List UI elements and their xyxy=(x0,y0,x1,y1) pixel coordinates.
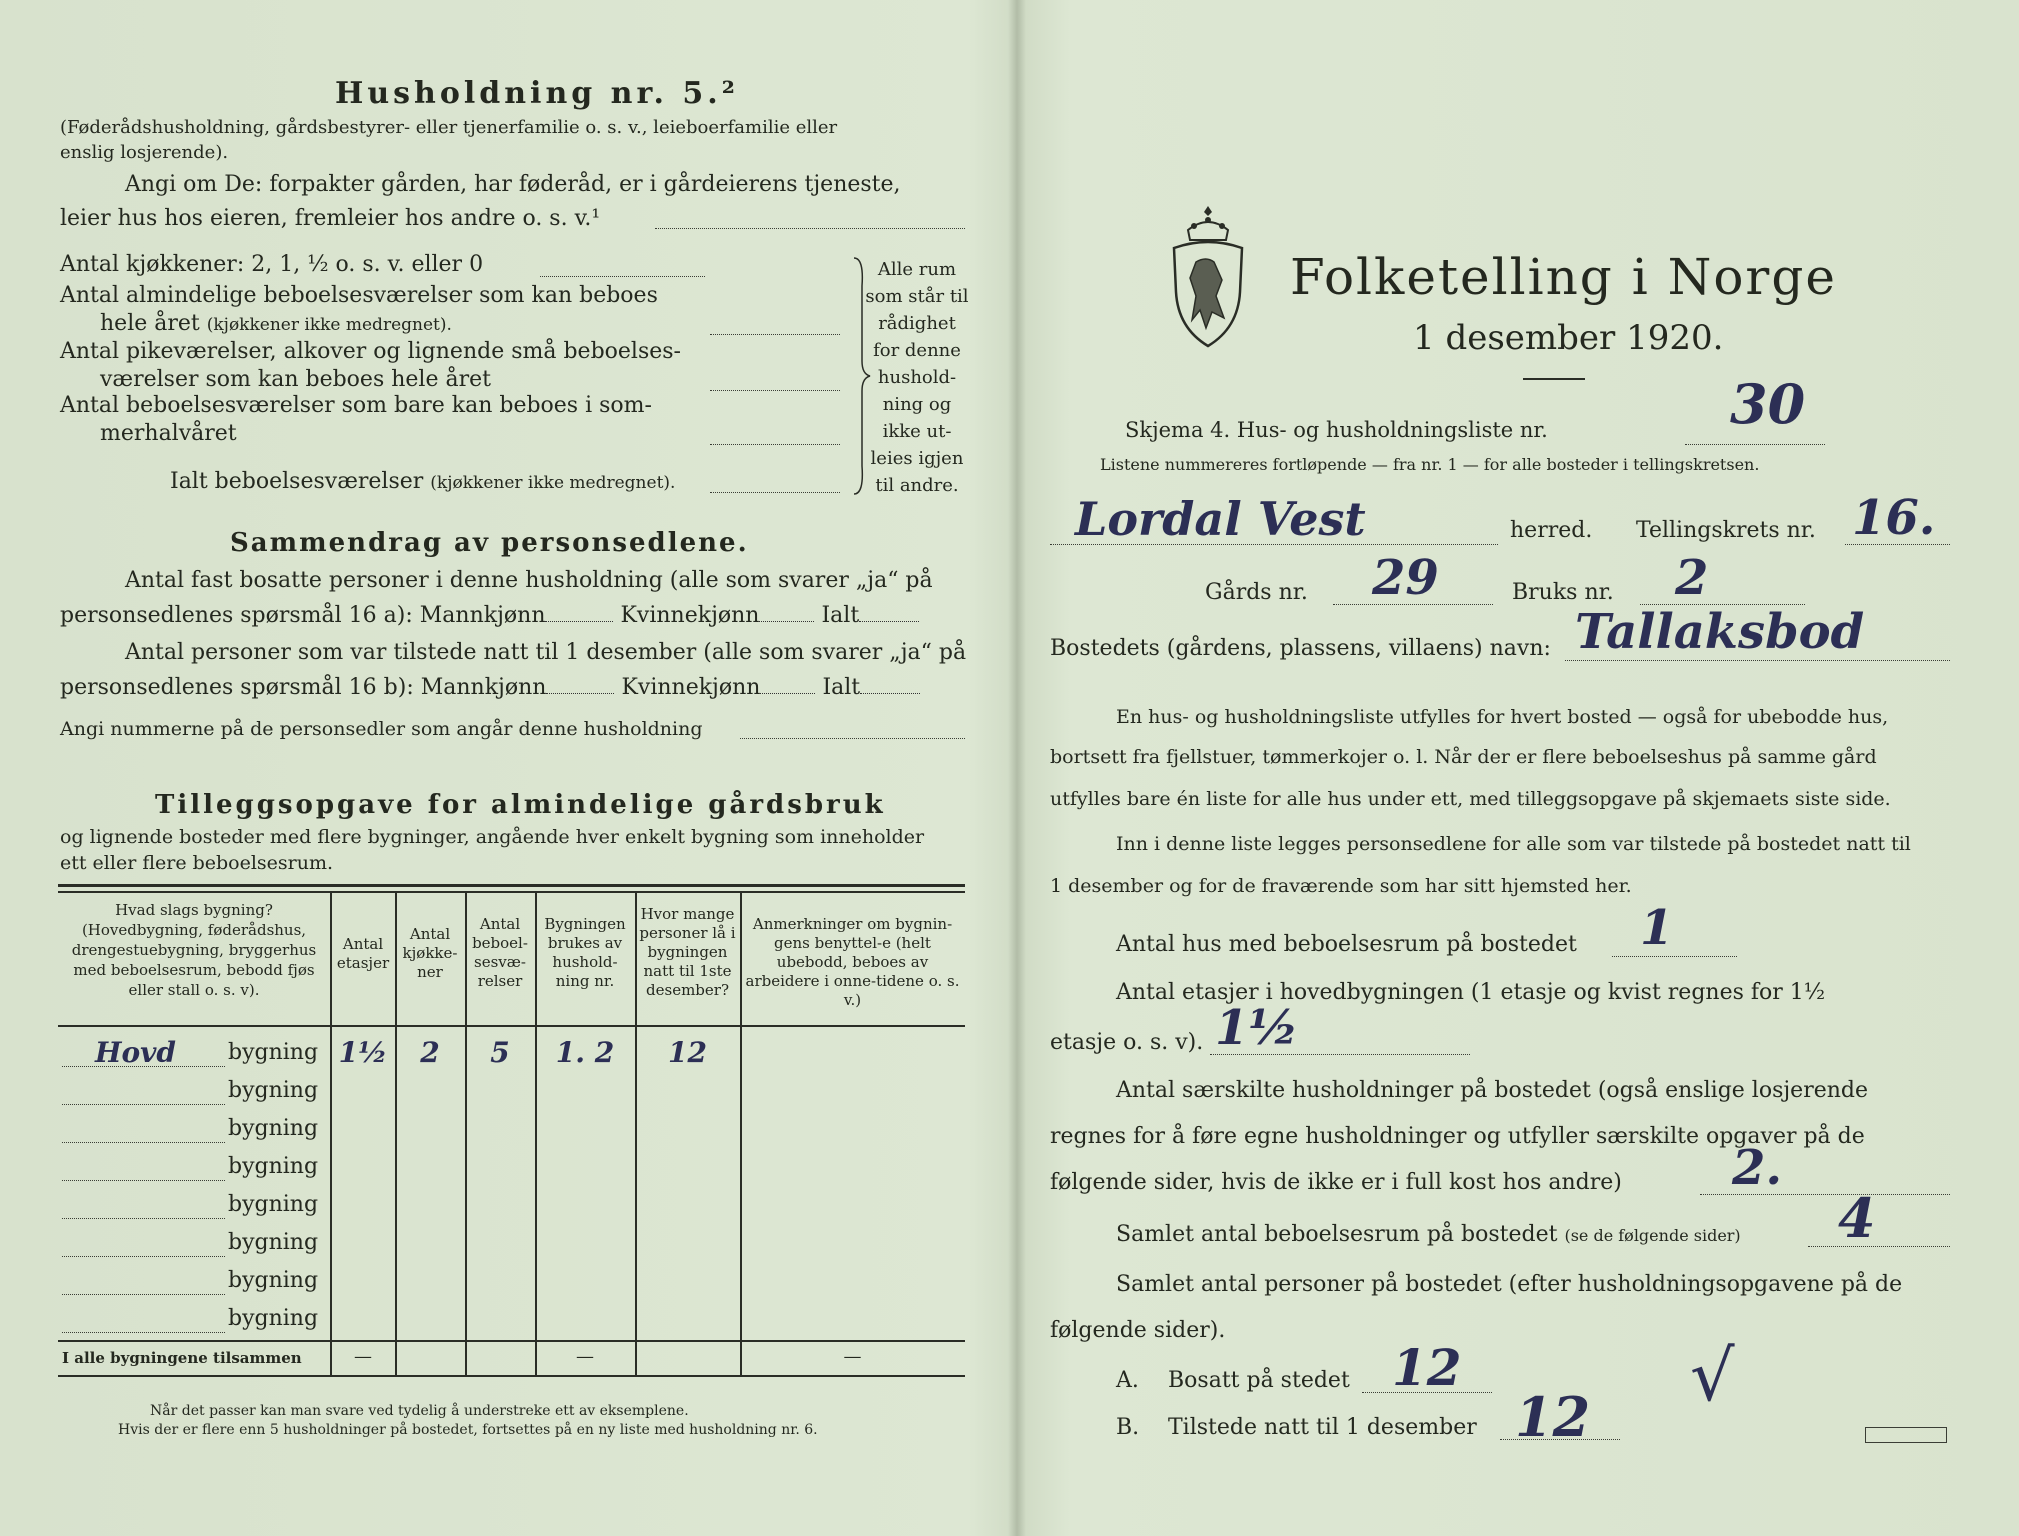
sum-b-2: personsedlenes spørsmål 16 b): Mannkjønn Kvinnekjønn Ialt xyxy=(60,675,920,700)
total-etasjer-dash: — xyxy=(354,1346,372,1367)
skjema-label: Skjema 4. Hus- og husholdningsliste nr. xyxy=(1125,418,1548,442)
rum-value: 4 xyxy=(1838,1186,1876,1250)
tillegg-2: ett eller flere beboelsesrum. xyxy=(60,852,334,874)
main-title: Folketelling i Norge xyxy=(1290,248,1837,306)
sum-b-kvinne-line[interactable] xyxy=(760,693,815,694)
sum-a-mann-line[interactable] xyxy=(545,621,613,622)
sum-a-ialt-line[interactable] xyxy=(859,621,919,622)
household-title: Husholdning nr. 5.² xyxy=(335,76,739,111)
herred-label: herred. xyxy=(1510,518,1593,543)
angi-nummer: Angi nummerne på de personsedler som angår denne husholdning xyxy=(60,718,703,740)
total-label: I alle bygningene tilsammen xyxy=(62,1349,302,1367)
rum-line[interactable] xyxy=(1808,1246,1950,1247)
angi-answer-line[interactable] xyxy=(655,228,965,229)
skjema-no-line[interactable] xyxy=(1685,444,1825,445)
footnote-1: Når det passer kan man svare ved tydelig å understreke ett av eksemplene. xyxy=(150,1403,689,1419)
sommer-label-1: Antal beboelsesværelser som bare kan beboes i som- xyxy=(60,393,652,418)
alm-label-2: hele året (kjøkkener ikke medregnet). xyxy=(100,311,452,336)
total-hushold-dash: — xyxy=(576,1346,594,1367)
pers-2: følgende sider). xyxy=(1050,1318,1226,1343)
tellingskrets-label: Tellingskrets nr. xyxy=(1636,518,1816,543)
skjema-number: 30 xyxy=(1730,372,1806,436)
row-label-1: bygning xyxy=(228,1040,319,1065)
gards-number: 29 xyxy=(1372,550,1439,606)
info-5: 1 desember og for de fraværende som har sitt hjemsted her. xyxy=(1050,875,1632,897)
pers-1: Samlet antal personer på bostedet (efter husholdningsopgavene på de xyxy=(1116,1272,1903,1297)
saer-value: 2. xyxy=(1732,1140,1783,1196)
tellingskrets-number: 16. xyxy=(1852,490,1936,546)
header-personer: Hvor mange personer lå i bygningen natt til 1ste desember? xyxy=(639,905,736,999)
etasjer-value: 1½ xyxy=(1215,1000,1299,1056)
row-hushold: 1. 2 xyxy=(555,1036,615,1069)
a-value: 12 xyxy=(1392,1338,1462,1397)
row-label-6: bygning xyxy=(228,1230,319,1255)
bosted-line[interactable] xyxy=(1565,660,1950,661)
bruks-label: Bruks nr. xyxy=(1512,580,1614,605)
saer-3: følgende sider, hvis de ikke er i full kost hos andre) xyxy=(1050,1170,1622,1195)
tillegg-1: og lignende bosteder med flere bygninger, angående hver enkelt bygning som inneholder xyxy=(60,826,925,848)
row-vaerelser: 5 xyxy=(490,1036,510,1069)
hus-label: Antal hus med beboelsesrum på bostedet xyxy=(1116,932,1577,957)
kjokkener-answer-line[interactable] xyxy=(540,276,705,277)
sum-b-mann-line[interactable] xyxy=(546,693,614,694)
kjokkener-label: Antal kjøkkener: 2, 1, ½ o. s. v. eller 0 xyxy=(60,252,484,277)
footnote-2: Hvis der er flere enn 5 husholdninger på bostedet, fortsettes på en ny liste med husholdning nr. 6. xyxy=(118,1422,818,1438)
pike-label-1: Antal pikeværelser, alkover og lignende små beboelses- xyxy=(60,339,681,364)
census-date: 1 desember 1920. xyxy=(1413,318,1724,358)
bruks-number: 2 xyxy=(1675,550,1709,606)
bosted-name: Tallaksbod xyxy=(1575,604,1865,660)
total-anm-dash: — xyxy=(843,1346,862,1367)
b-value: 12 xyxy=(1515,1385,1591,1449)
rum-label: Samlet antal beboelsesrum på bostedet (se de følgende sider) xyxy=(1116,1222,1741,1247)
header-kjokkener: Antal kjøkke-ner xyxy=(402,925,458,981)
saer-1: Antal særskilte husholdninger på bostedet (også enslige losjerende xyxy=(1116,1078,1869,1103)
alm-answer-line[interactable] xyxy=(710,334,840,335)
sum-a-1: Antal fast bosatte personer i denne husholdning (alle som svarer „ja“ på xyxy=(125,568,933,593)
hus-line[interactable] xyxy=(1612,956,1737,957)
row-label-8: bygning xyxy=(228,1306,319,1331)
angi-line-1: Angi om De: forpakter gården, har føderåd, er i gårdeierens tjeneste, xyxy=(125,172,901,197)
row-label-7: bygning xyxy=(228,1268,319,1293)
page-fold xyxy=(1008,0,1026,1536)
sommer-answer-line[interactable] xyxy=(710,444,840,445)
row-building-name: Hovd xyxy=(95,1036,176,1069)
check-mark: √ xyxy=(1690,1335,1735,1417)
norway-lion-icon xyxy=(1166,200,1250,350)
sum-b-1: Antal personer som var tilstede natt til 1 desember (alle som svarer „ja“ på xyxy=(125,640,967,665)
row-label-3: bygning xyxy=(228,1116,319,1141)
ialt-answer-line[interactable] xyxy=(710,492,840,493)
herred-line[interactable] xyxy=(1050,544,1498,545)
sum-a-kvinne-line[interactable] xyxy=(759,621,814,622)
household-note-1: (Føderådshusholdning, gårdsbestyrer- eller tjenerfamilie o. s. v., leieboerfamilie eller xyxy=(60,117,838,138)
herred-name: Lordal Vest xyxy=(1075,492,1366,546)
header-building-type: Hvad slags bygning? (Hovedbygning, føderådshus, drengestuebygning, bryggerhus med beboelsesrum, bebodd fjøs eller stall o. s. v). xyxy=(71,901,317,999)
pike-label-2: værelser som kan beboes hele året xyxy=(100,367,491,392)
gards-label: Gårds nr. xyxy=(1205,580,1308,605)
saer-2: regnes for å føre egne husholdninger og utfyller særskilte opgaver på de xyxy=(1050,1124,1865,1149)
header-vaerelser: Antal beboel-sesvæ-relser xyxy=(472,915,528,990)
angi-nummer-line[interactable] xyxy=(740,738,965,739)
info-4: Inn i denne liste legges personsedlene for alle som var tilstede på bostedet natt til xyxy=(1116,833,1911,855)
angi-line-2: leier hus hos eieren, fremleier hos andre o. s. v.¹ xyxy=(60,206,601,231)
household-note-2: enslig losjerende). xyxy=(60,142,229,163)
row-etasjer: 1½ xyxy=(338,1036,388,1069)
printer-stamp xyxy=(1865,1427,1947,1443)
sum-a-2: personsedlenes spørsmål 16 a): Mannkjønn Kvinnekjønn Ialt xyxy=(60,603,919,628)
side-note: Alle rum som står til rådighet for denne hushold- ning og ikke ut- leies igjen til andre. xyxy=(865,259,969,496)
b-text: Tilstede natt til 1 desember xyxy=(1168,1415,1477,1440)
etasjer-label-2: etasje o. s. v). xyxy=(1050,1030,1204,1055)
sommer-label-2: merhalvåret xyxy=(100,421,237,446)
header-anmerkninger: Anmerkninger om bygnin-gens benyttel-e (helt ubebodd, beboes av arbeidere i onne-tidene o. s. v.) xyxy=(745,915,960,1009)
info-2: bortsett fra fjellstuer, tømmerkojer o. l. Når der er flere beboelseshus på samme gård xyxy=(1050,746,1877,768)
summary-title: Sammendrag av personsedlene. xyxy=(230,528,749,558)
bosted-label: Bostedets (gårdens, plassens, villaens) navn: xyxy=(1050,636,1551,661)
ialt-label: Ialt beboelsesværelser (kjøkkener ikke medregnet). xyxy=(170,469,676,494)
info-1: En hus- og husholdningsliste utfylles for hvert bosted — også for ubebodde hus, xyxy=(1116,706,1889,728)
alm-label-1: Antal almindelige beboelsesværelser som kan beboes xyxy=(60,283,658,308)
etasjer-label-1: Antal etasjer i hovedbygningen (1 etasje og kvist regnes for 1½ xyxy=(1116,980,1826,1005)
row-label-5: bygning xyxy=(228,1192,319,1217)
sum-b-ialt-line[interactable] xyxy=(860,693,920,694)
listene-note: Listene nummereres fortløpende — fra nr. 1 — for alle bosteder i tellingskretsen. xyxy=(1100,455,1760,474)
coat-of-arms xyxy=(1166,200,1250,354)
title-divider xyxy=(1523,378,1585,380)
info-3: utfylles bare én liste for alle hus under ett, med tilleggsopgave på skjemaets siste side. xyxy=(1050,788,1891,810)
row-kjokkener: 2 xyxy=(420,1036,440,1069)
a-text: Bosatt på stedet xyxy=(1168,1368,1350,1393)
row-personer: 12 xyxy=(668,1036,707,1069)
hus-value: 1 xyxy=(1640,900,1674,956)
b-label: B. xyxy=(1116,1415,1140,1440)
tillegg-title: Tilleggsopgave for almindelige gårdsbruk xyxy=(155,790,886,820)
a-label: A. xyxy=(1116,1368,1139,1393)
header-hushold: Bygningen brukes av hushold-ning nr. xyxy=(544,915,626,990)
pike-answer-line[interactable] xyxy=(710,390,840,391)
header-etasjer: Antal etasjer xyxy=(336,935,390,972)
row-label-2: bygning xyxy=(228,1078,319,1103)
row-label-4: bygning xyxy=(228,1154,319,1179)
